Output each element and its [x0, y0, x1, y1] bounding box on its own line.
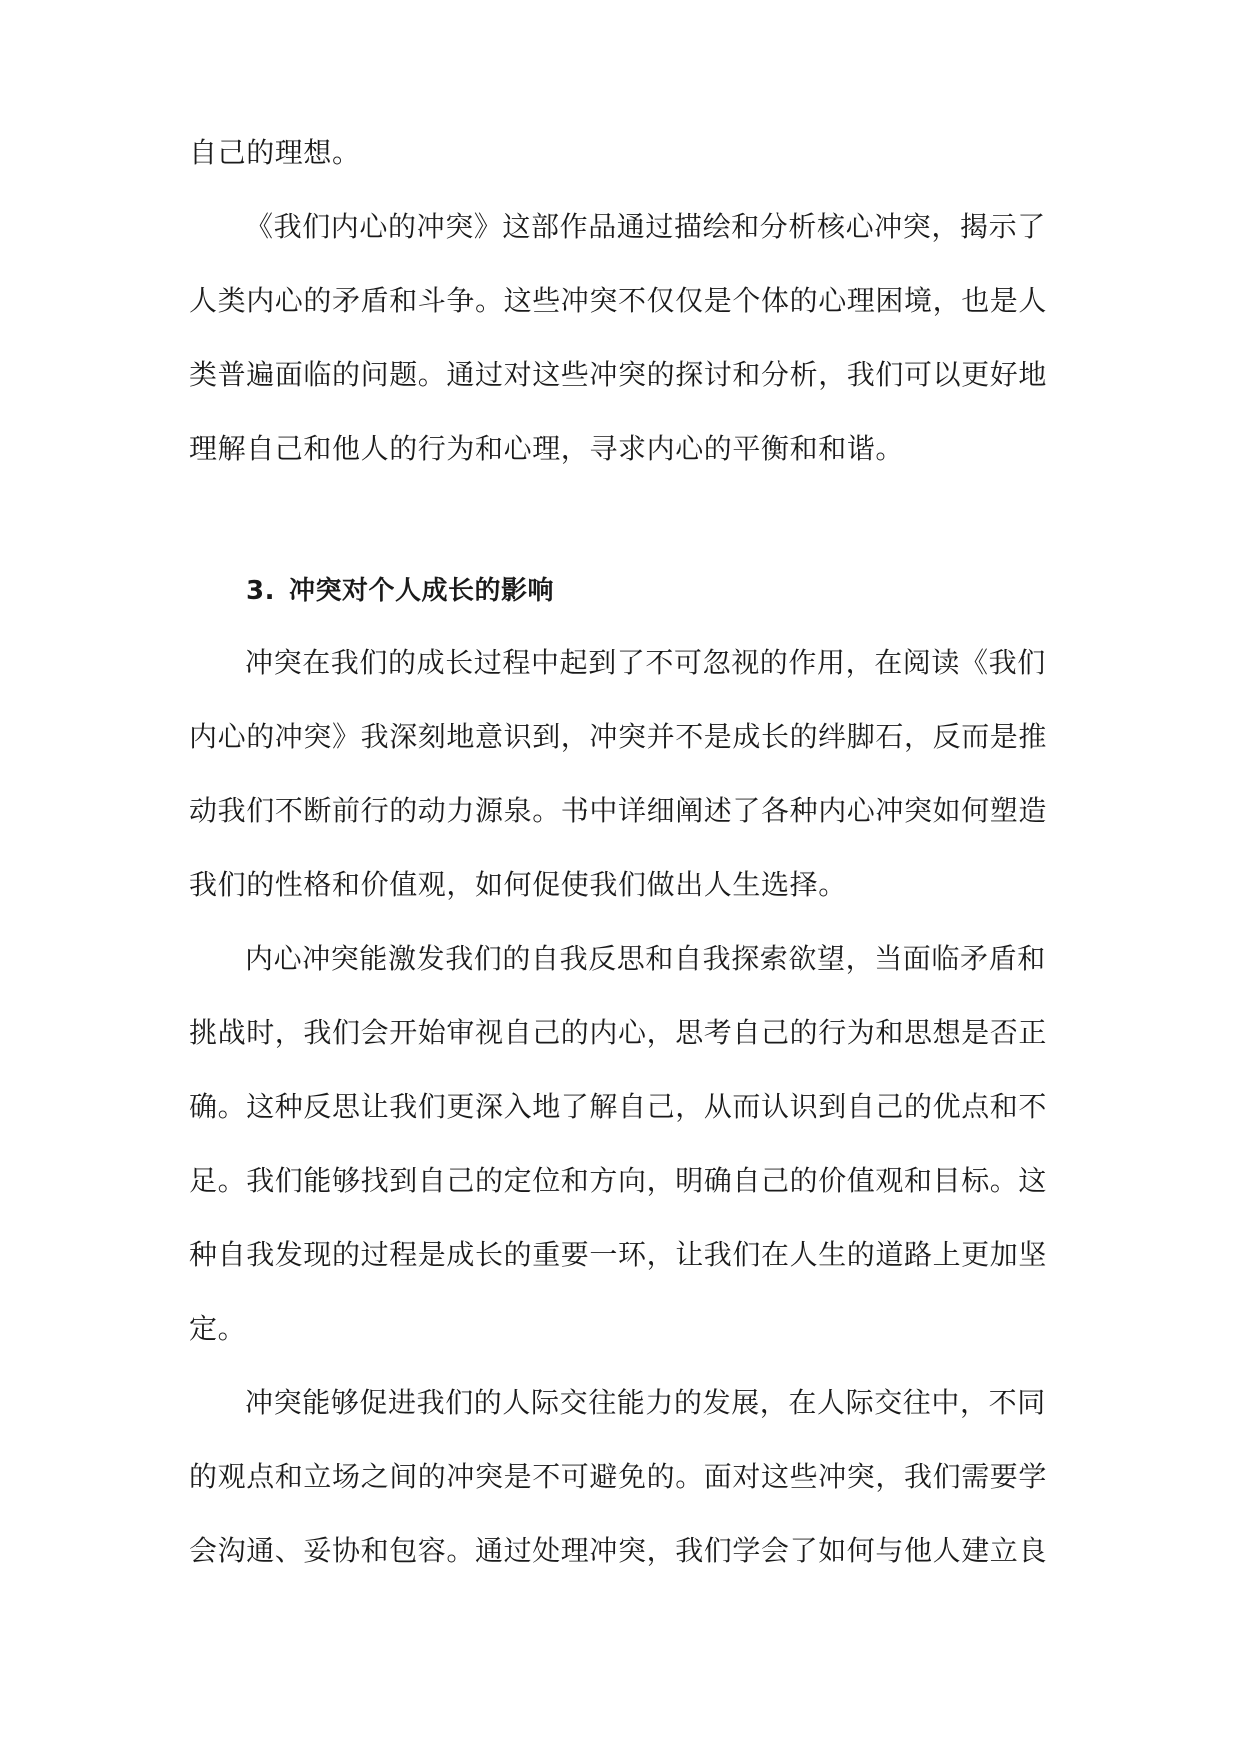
text-line: 《我们内心的冲突》这部作品通过描绘和分析核心冲突，揭示了: [245, 210, 1046, 243]
text-line: 内心的冲突》我深刻地意识到，冲突并不是成长的绊脚石，反而是推: [189, 720, 1048, 753]
text-line: 冲突在我们的成长过程中起到了不可忽视的作用，在阅读《我们: [245, 646, 1046, 679]
text-line: 动我们不断前行的动力源泉。书中详细阐述了各种内心冲突如何塑造: [189, 794, 1048, 827]
paragraph: [189, 1366, 1057, 1588]
text-line: 定。: [189, 1312, 247, 1345]
paragraph-continuation: [189, 116, 1057, 190]
section-number: 3.: [246, 576, 275, 606]
text-line: 确。这种反思让我们更深入地了解自己，从而认识到自己的优点和不: [189, 1090, 1048, 1123]
section-heading: [246, 554, 554, 628]
paragraph: [189, 190, 1057, 486]
text-line: 类普遍面临的问题。通过对这些冲突的探讨和分析，我们可以更好地: [189, 358, 1048, 391]
text-line: 挑战时，我们会开始审视自己的内心，思考自己的行为和思想是否正: [189, 1016, 1048, 1049]
text-line: 冲突能够促进我们的人际交往能力的发展，在人际交往中，不同: [245, 1386, 1046, 1419]
text-line: 内心冲突能激发我们的自我反思和自我探索欲望，当面临矛盾和: [245, 942, 1046, 975]
text-line: 我们的性格和价值观，如何促使我们做出人生选择。: [189, 868, 847, 901]
text-line: 自己的理想。: [189, 136, 361, 169]
text-line: 种自我发现的过程是成长的重要一环，让我们在人生的道路上更加坚: [189, 1238, 1048, 1271]
text-line: 会沟通、妥协和包容。通过处理冲突，我们学会了如何与他人建立良: [189, 1534, 1048, 1567]
text-line: 理解自己和他人的行为和心理，寻求内心的平衡和和谐。: [189, 432, 905, 465]
paragraph: [189, 922, 1057, 1366]
text-line: 足。我们能够找到自己的定位和方向，明确自己的价值观和目标。这: [189, 1164, 1048, 1197]
section-title: 冲突对个人成长的影响: [288, 576, 554, 606]
text-line: 人类内心的矛盾和斗争。这些冲突不仅仅是个体的心理困境，也是人: [189, 284, 1048, 317]
text-line: 的观点和立场之间的冲突是不可避免的。面对这些冲突，我们需要学: [189, 1460, 1048, 1493]
paragraph: [189, 626, 1057, 922]
